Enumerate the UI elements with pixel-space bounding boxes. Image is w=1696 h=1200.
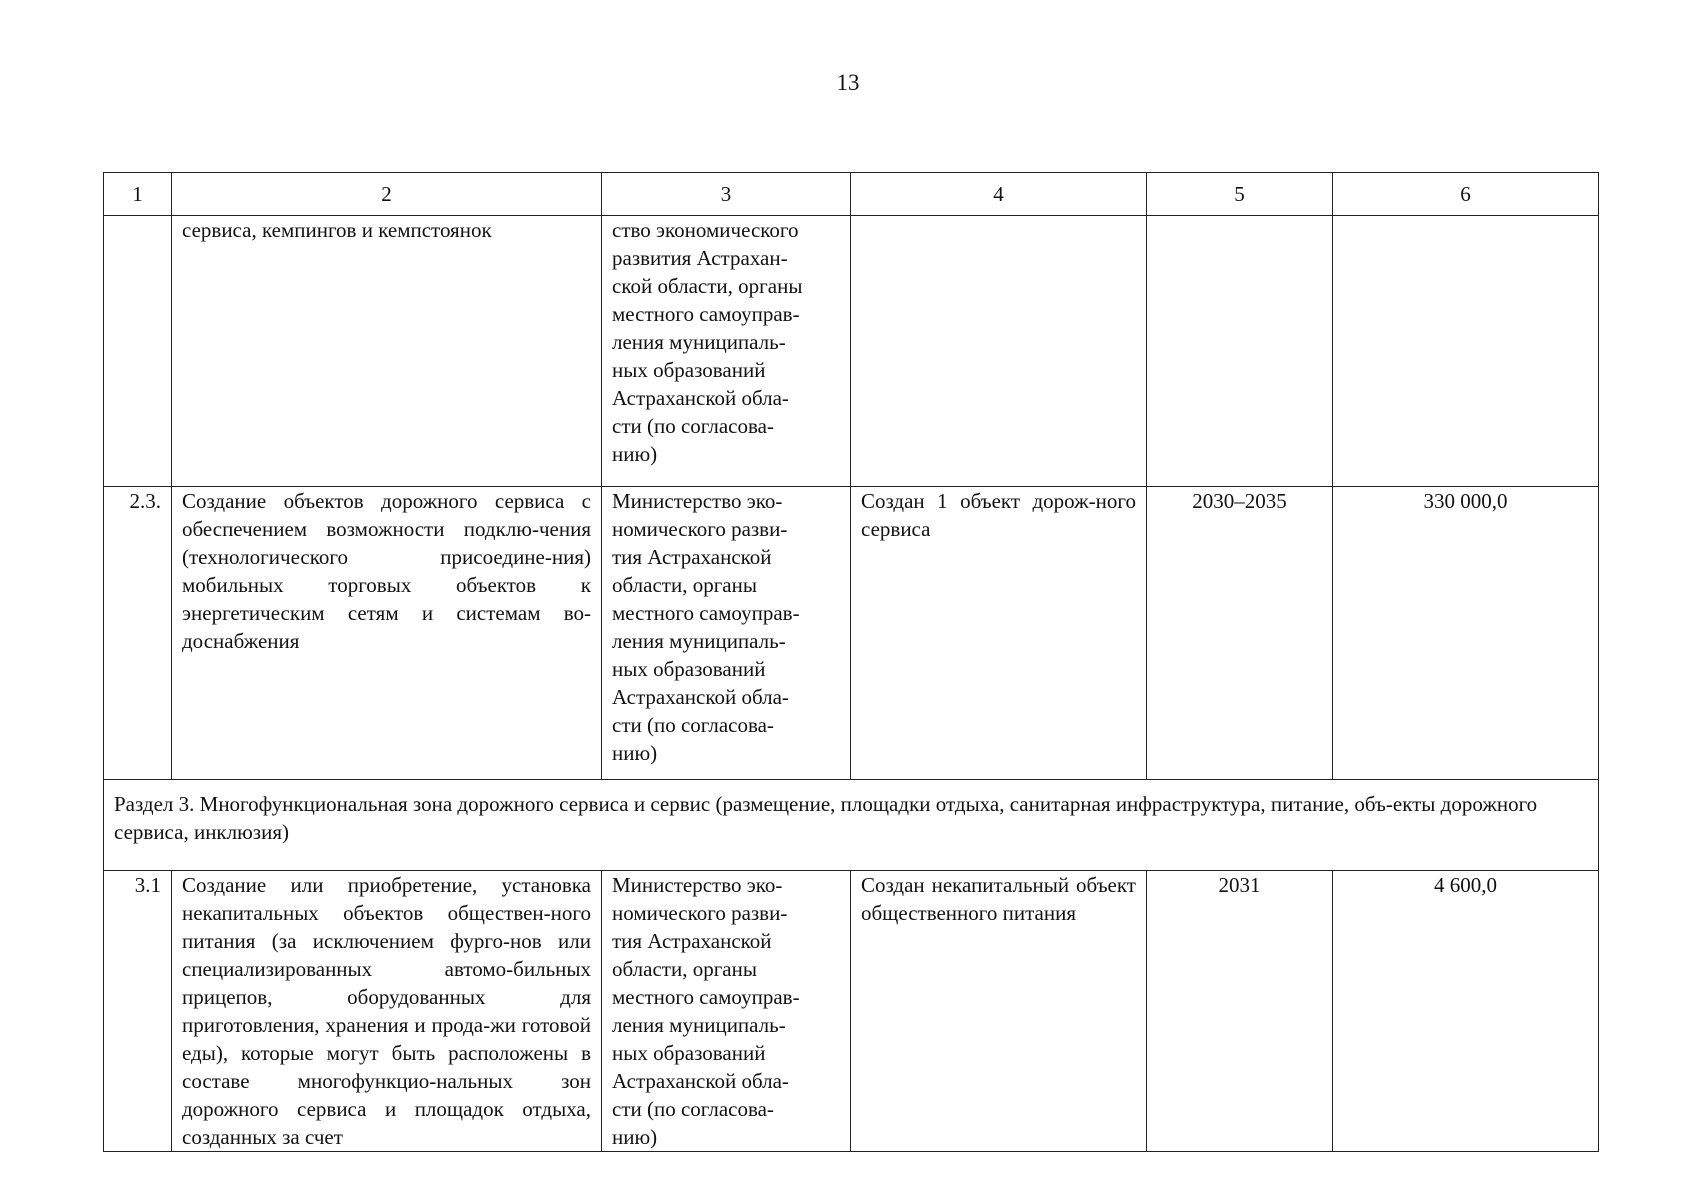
header-cell-2: 2 bbox=[172, 173, 602, 216]
cell-period: 2031 bbox=[1147, 871, 1333, 1152]
table-row-2-3 bbox=[104, 487, 1599, 780]
cell-measure-name: Создание или приобретение, установка некапитальных объектов обществен-ного питания (за исключением фурго-нов или специализированных автомо-бильных прицепов, оборудованных для приготовления, хранения и прода-жи готовой еды), которые могут быть расположены в составе многофункцио-нальных зон дорожного сервиса и площадок отдыха, созданных за счет bbox=[172, 871, 602, 1152]
cell-period: 2030–2035 bbox=[1147, 487, 1333, 780]
cell-measure-name: сервиса, кемпингов и кемпстоянок bbox=[172, 216, 602, 487]
header-cell-4: 4 bbox=[851, 173, 1147, 216]
cell-num bbox=[104, 216, 172, 487]
cell-result: Создан некапитальный объект общественного питания bbox=[851, 871, 1147, 1152]
cell-num: 3.1 bbox=[104, 871, 172, 1152]
cell-result bbox=[851, 216, 1147, 487]
cell-amount: 4 600,0 bbox=[1333, 871, 1599, 1152]
cell-num: 2.3. bbox=[104, 487, 172, 780]
header-cell-5: 5 bbox=[1147, 173, 1333, 216]
page-number: 13 bbox=[836, 70, 860, 95]
section-row bbox=[104, 780, 1599, 871]
measures-table bbox=[103, 172, 1599, 1152]
table-row-3-1 bbox=[104, 871, 1599, 1152]
cell-executor: ство экономического развития Астрахан- ской области, органы местного самоуправ- ления муниципаль- ных образований Астраханской обла- сти (по согласова- нию) bbox=[602, 216, 851, 487]
header-cell-6: 6 bbox=[1333, 173, 1599, 216]
cell-period bbox=[1147, 216, 1333, 487]
table-row-continued bbox=[104, 216, 1599, 487]
header-row bbox=[104, 173, 1599, 216]
header-cell-1: 1 bbox=[104, 173, 172, 216]
section-title: Раздел 3. Многофункциональная зона дорожного сервиса и сервис (размещение, площадки отдыха, санитарная инфраструктура, питание, объ-екты дорожного сервиса, инклюзия) bbox=[104, 780, 1599, 871]
header-cell-3: 3 bbox=[602, 173, 851, 216]
cell-executor: Министерство эко- номического разви- тия Астраханской области, органы местного самоуправ- ления муниципаль- ных образований Астраханской обла- сти (по согласова- нию) bbox=[602, 871, 851, 1152]
cell-result: Создан 1 объект дорож-ного сервиса bbox=[851, 487, 1147, 780]
cell-amount: 330 000,0 bbox=[1333, 487, 1599, 780]
cell-amount bbox=[1333, 216, 1599, 487]
cell-measure-name: Создание объектов дорожного сервиса с обеспечением возможности подклю-чения (технологического присоедине-ния) мобильных торговых объектов к энергетическим сетям и системам во-доснабжения bbox=[172, 487, 602, 780]
cell-executor: Министерство эко- номического разви- тия Астраханской области, органы местного самоуправ- ления муниципаль- ных образований Астраханской обла- сти (по согласова- нию) bbox=[602, 487, 851, 780]
